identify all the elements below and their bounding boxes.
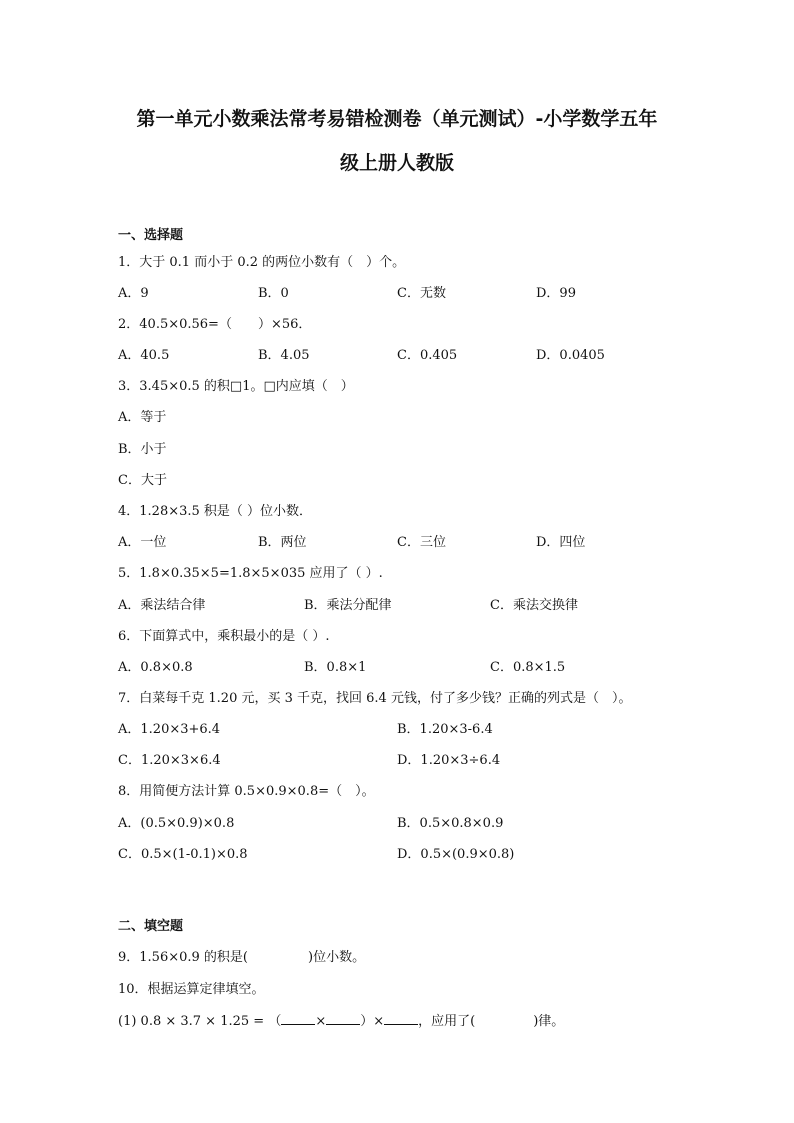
question-3-stem: 3．3.45×0.5 的积□1。□内应填（ ）: [118, 379, 354, 394]
question-5-option-b: B．乘法分配律: [304, 598, 392, 613]
page-title-line-1: 第一单元小数乘法常考易错检测卷（单元测试）-小学数学五年: [136, 108, 658, 130]
question-2-option-b: B．4.05: [258, 348, 310, 363]
section-heading-fill: 二、填空题: [118, 919, 184, 934]
question-3-option-a: A．等于: [118, 410, 167, 425]
question-6-option-a: A．0.8×0.8: [118, 660, 193, 675]
question-8-option-d: D．0.5×(0.9×0.8): [397, 847, 515, 862]
question-8-option-b: B．0.5×0.8×0.9: [397, 816, 504, 831]
question-8-option-c: C．0.5×(1-0.1)×0.8: [118, 847, 248, 862]
question-7-option-d: D．1.20×3÷6.4: [397, 753, 501, 768]
question-10-blank-1[interactable]: [281, 1012, 315, 1025]
page-title-line-2: 级上册人教版: [339, 152, 454, 174]
question-10-applied-text: ，应用了(: [418, 1014, 476, 1029]
question-3-option-c: C．大于: [118, 473, 167, 488]
question-4-option-d: D．四位: [536, 535, 586, 550]
question-9: [118, 946, 365, 965]
question-4-stem: 4．1.28×3.5 积是（ ）位小数．: [118, 504, 313, 519]
question-9-text-before: 9．1.56×0.9 的积是(: [118, 950, 248, 965]
question-6-option-c: C．0.8×1.5: [490, 660, 566, 675]
question-1-stem: 1．大于 0.1 而小于 0.2 的两位小数有（ ）个。: [118, 255, 406, 270]
question-1-option-b: B．0: [258, 286, 289, 301]
question-1-option-c: C．无数: [397, 286, 446, 301]
question-10-sub-1: [118, 1010, 564, 1029]
question-8-stem: 8．用简便方法计算 0.5×0.9×0.8=（ ）。: [118, 784, 375, 799]
question-1-option-a: A．9: [118, 286, 149, 301]
question-2-option-d: D．0.0405: [536, 348, 605, 363]
question-5-stem: 5．1.8×0.35×5=1.8×5×035 应用了（ ）.: [118, 566, 383, 581]
question-10-times-sign: ×: [315, 1014, 327, 1029]
question-3-option-b: B．小于: [118, 442, 167, 457]
question-4-option-c: C．三位: [397, 535, 446, 550]
section-heading-choice: 一、选择题: [118, 228, 184, 243]
question-10-stem: 10．根据运算定律填空。: [118, 982, 265, 997]
question-4-option-b: B．两位: [258, 535, 307, 550]
question-10-sub-1-expression: (1) 0.8 × 3.7 × 1.25 = （: [118, 1014, 282, 1029]
question-10-blank-2[interactable]: [326, 1012, 360, 1025]
question-6-stem: 6．下面算式中，乘积最小的是（ ）.: [118, 629, 330, 644]
question-10-close-paren: ）×: [360, 1014, 385, 1029]
question-7-stem: 7．白菜每千克 1.20 元，买 3 千克，找回 6.4 元钱，付了多少钱？正确的列式是（ ）。: [118, 691, 632, 706]
question-5-option-a: A．乘法结合律: [118, 598, 206, 613]
question-2-option-c: C．0.405: [397, 348, 458, 363]
question-10-law-suffix: )律。: [533, 1014, 565, 1029]
question-5-option-c: C．乘法交换律: [490, 598, 578, 613]
question-2-stem: 2．40.5×0.56=（ ）×56．: [118, 317, 312, 332]
question-8-option-a: A．(0.5×0.9)×0.8: [118, 816, 235, 831]
question-7-option-b: B．1.20×3-6.4: [397, 722, 493, 737]
question-9-text-after: )位小数。: [308, 950, 366, 965]
question-7-option-a: A．1.20×3+6.4: [118, 722, 221, 737]
question-4-option-a: A．一位: [118, 535, 167, 550]
question-10-blank-3[interactable]: [384, 1012, 418, 1025]
question-6-option-b: B．0.8×1: [304, 660, 367, 675]
question-2-option-a: A．40.5: [118, 348, 170, 363]
question-1-option-d: D．99: [536, 286, 576, 301]
question-7-option-c: C．1.20×3×6.4: [118, 753, 221, 768]
